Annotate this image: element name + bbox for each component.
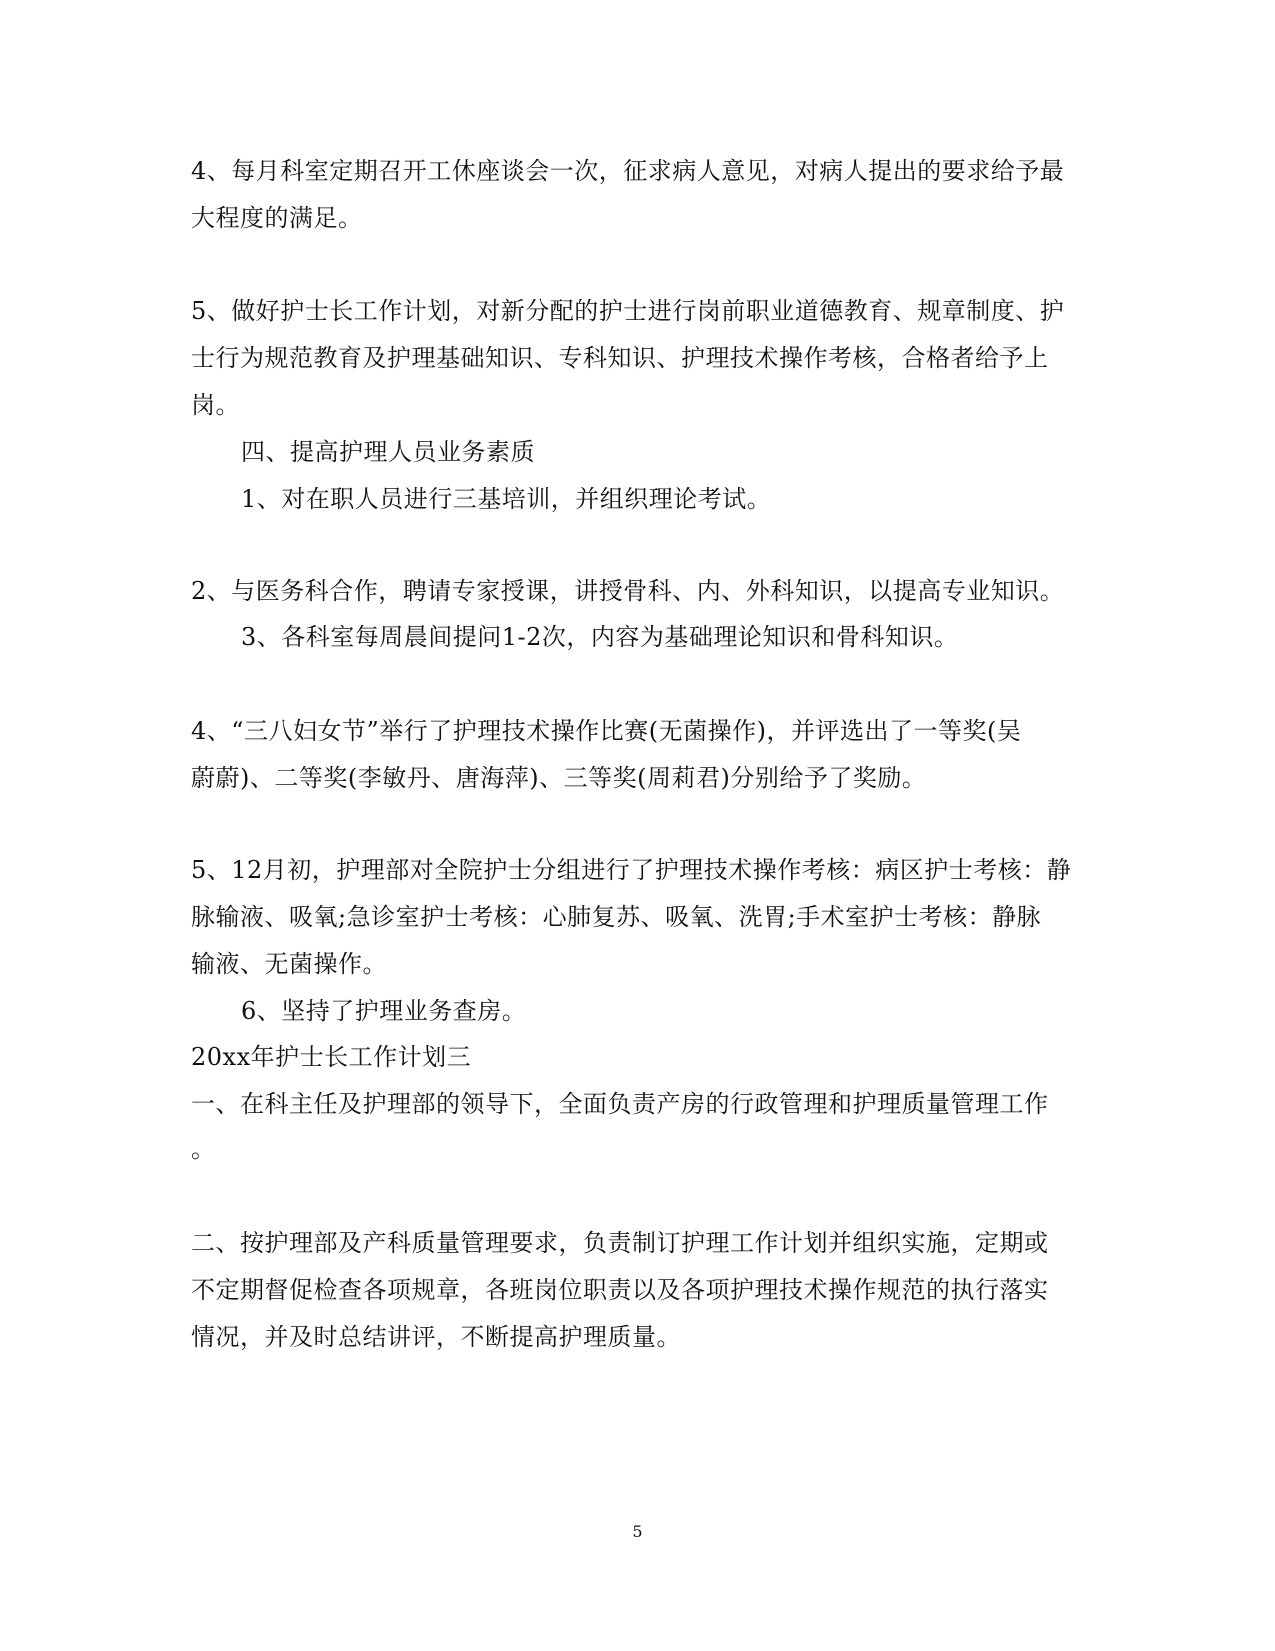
section-heading: 20xx年护士长工作计划三 — [191, 1043, 472, 1071]
text-line: 4、“三八妇女节”举行了护理技术操作比赛(无菌操作)，并评选出了一等奖(吴 — [191, 717, 1022, 745]
text-line: 蔚蔚)、二等奖(李敏丹、唐海萍)、三等奖(周莉君)分别给予了奖励。 — [191, 764, 927, 792]
text-line: 输液、无菌操作。 — [191, 950, 387, 978]
text-line: 脉输液、吸氧;急诊室护士考核：心肺复苏、吸氧、洗胃;手术室护士考核：静脉 — [191, 903, 1042, 931]
text-line: 3、各科室每周晨间提问1-2次，内容为基础理论知识和骨科知识。 — [241, 623, 959, 651]
text-line: 5、12月初，护理部对全院护士分组进行了护理技术操作考核：病区护士考核：静 — [191, 856, 1072, 884]
text-line: 不定期督促检查各项规章，各班岗位职责以及各项护理技术操作规范的执行落实 — [191, 1276, 1049, 1304]
text-line: 大程度的满足。 — [191, 204, 363, 232]
text-line: 。 — [191, 1135, 216, 1163]
text-line: 一、在科主任及护理部的领导下，全面负责产房的行政管理和护理质量管理工作 — [191, 1090, 1049, 1118]
text-line: 岗。 — [191, 391, 240, 419]
text-line: 2、与医务科合作，聘请专家授课，讲授骨科、内、外科知识，以提高专业知识。 — [191, 577, 1065, 605]
section-heading: 四、提高护理人员业务素质 — [241, 438, 535, 466]
text-line: 情况，并及时总结讲评，不断提高护理质量。 — [191, 1323, 681, 1351]
text-line: 二、按护理部及产科质量管理要求，负责制订护理工作计划并组织实施，定期或 — [191, 1229, 1049, 1257]
text-line: 5、做好护士长工作计划，对新分配的护士进行岗前职业道德教育、规章制度、护 — [191, 297, 1065, 325]
text-line: 4、每月科室定期召开工休座谈会一次，征求病人意见，对病人提出的要求给予最 — [191, 157, 1065, 185]
page-number: 5 — [632, 1522, 643, 1541]
text-line: 6、坚持了护理业务查房。 — [241, 997, 527, 1025]
text-line: 1、对在职人员进行三基培训，并组织理论考试。 — [241, 485, 772, 513]
text-line: 士行为规范教育及护理基础知识、专科知识、护理技术操作考核，合格者给予上 — [191, 344, 1049, 372]
